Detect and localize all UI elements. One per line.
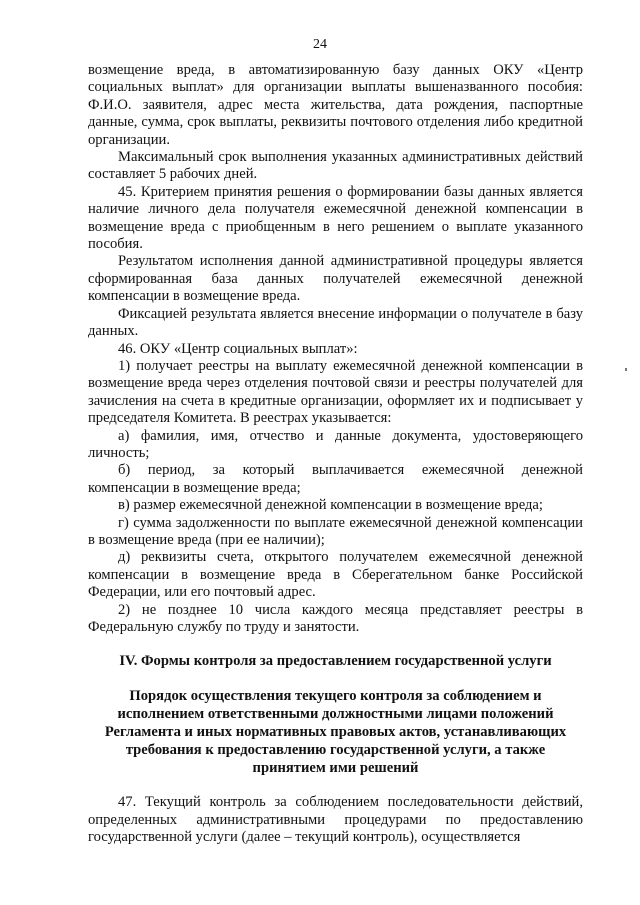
document-body bbox=[88, 62, 583, 847]
subsection-heading-line: требования к предоставлению государственной услуги, а также bbox=[125, 742, 546, 759]
subsection-heading bbox=[88, 687, 583, 777]
paragraph-45: 45. Критерием принятия решения о формировании базы данных является наличие личного дела получателя ежемесячной денежной компенсации в возмещение вреда с приобщенным в него решением о выплате указанного пособия. bbox=[88, 183, 583, 253]
list-item-1: 1) получает реестры на выплату ежемесячной денежной компенсации в возмещение вреда через отделения почтовой связи и реестры получателей для зачисления на счета в кредитные организации, оформляет их и подписывает у председателя Комитета. В реестрах указывается: bbox=[88, 357, 583, 427]
paragraph-result: Результатом исполнения данной административной процедуры является сформированная база данных получателей ежемесячной денежной компенсации в возмещение вреда. bbox=[88, 253, 583, 305]
list-item-d: д) реквизиты счета, открытого получателем ежемесячной денежной компенсации в возмещение вреда в Сберегательном банке Российской Федерации, или его почтовый адрес. bbox=[88, 549, 583, 601]
subsection-heading-line: исполнением ответственными должностными лицами положений bbox=[117, 706, 554, 723]
list-item-b: б) период, за который выплачивается ежемесячной денежной компенсации в возмещение вреда; bbox=[88, 462, 583, 496]
section-heading: IV. Формы контроля за предоставлением государственной услуги bbox=[119, 653, 552, 670]
paragraph-46: 46. ОКУ «Центр социальных выплат»: bbox=[118, 340, 358, 357]
paragraph-47: 47. Текущий контроль за соблюдением последовательности действий, определенных административными процедурами по предоставлению государственной услуги (далее – текущий контроль), осуществляется bbox=[88, 794, 583, 846]
page-number: 24 bbox=[313, 37, 327, 52]
list-item-v: в) размер ежемесячной денежной компенсации в возмещение вреда; bbox=[118, 497, 543, 514]
paragraph-fixation: Фиксацией результата является внесение информации о получателе в базу данных. bbox=[88, 305, 583, 340]
scan-speck bbox=[625, 368, 627, 371]
paragraph-continuation: возмещение вреда, в автоматизированную базу данных ОКУ «Центр социальных выплат» для организации выплаты вышеназванного пособия: Ф.И.О. заявителя, адрес места жительства, дата рождения, паспортные данные, сумма, срок выплаты, реквизиты почтового отделения либо кредитной организации. bbox=[88, 62, 583, 148]
list-item-a: а) фамилия, имя, отчество и данные документа, удостоверяющего личность; bbox=[88, 427, 583, 461]
subsection-heading-line: Регламента и иных нормативных правовых актов, устанавливающих bbox=[104, 724, 567, 741]
subsection-heading-line: Порядок осуществления текущего контроля за соблюдением и bbox=[129, 688, 542, 705]
list-item-g: г) сумма задолженности по выплате ежемесячной денежной компенсации в возмещение вреда (при ее наличии); bbox=[88, 514, 583, 548]
paragraph-max-term: Максимальный срок выполнения указанных административных действий составляет 5 рабочих дней. bbox=[88, 149, 583, 183]
list-item-2: 2) не позднее 10 числа каждого месяца представляет реестры в Федеральную службу по труду и занятости. bbox=[88, 601, 583, 635]
subsection-heading-line: принятием ими решений bbox=[252, 760, 419, 777]
